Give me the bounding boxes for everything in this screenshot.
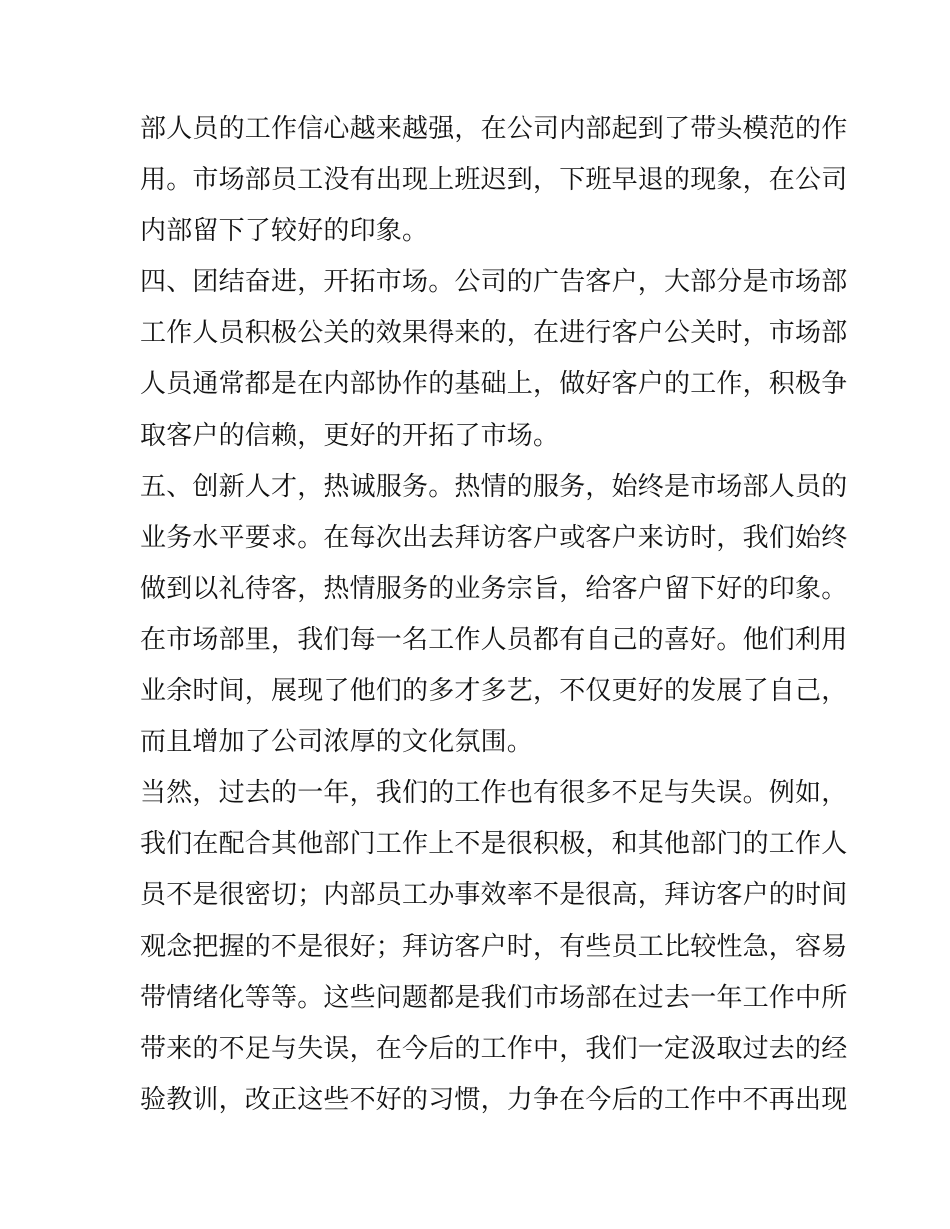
text-line: 做到以礼待客，热情服务的业务宗旨，给客户留下好的印象。 xyxy=(140,573,848,604)
text-line: 部人员的工作信心越来越强，在公司内部起到了带头模范的作 xyxy=(140,114,848,144)
text-line: 而且增加了公司浓厚的文化氛围。 xyxy=(140,727,534,758)
text-line: 在市场部里，我们每一名工作人员都有自己的喜好。他们利用 xyxy=(140,624,848,655)
text-line: 业余时间，展现了他们的多才多艺，不仅更好的发展了自己， xyxy=(140,676,848,707)
text-line: 验教训，改正这些不好的习惯，力争在今后的工作中不再出现 xyxy=(140,1084,848,1115)
text-line: 用。市场部员工没有出现上班迟到，下班早退的现象，在公司 xyxy=(140,165,848,196)
text-line: 我们在配合其他部门工作上不是很积极，和其他部门的工作人 xyxy=(140,829,848,860)
text-line: 四、团结奋进，开拓市场。公司的广告客户，大部分是市场部 xyxy=(140,267,848,298)
text-line: 当然，过去的一年，我们的工作也有很多不足与失误。例如， xyxy=(140,778,848,809)
text-line: 带来的不足与失误，在今后的工作中，我们一定汲取过去的经 xyxy=(140,1033,848,1064)
text-line: 人员通常都是在内部协作的基础上，做好客户的工作，积极争 xyxy=(140,369,848,400)
text-line: 员不是很密切；内部员工办事效率不是很高，拜访客户的时间 xyxy=(140,880,848,911)
text-line: 五、创新人才，热诚服务。热情的服务，始终是市场部人员的 xyxy=(140,471,848,502)
text-line: 工作人员积极公关的效果得来的，在进行客户公关时，市场部 xyxy=(140,318,848,349)
text-line: 业务水平要求。在每次出去拜访客户或客户来访时，我们始终 xyxy=(140,522,848,553)
text-line: 带情绪化等等。这些问题都是我们市场部在过去一年工作中所 xyxy=(140,982,848,1013)
text-line: 观念把握的不是很好；拜访客户时，有些员工比较性急，容易 xyxy=(140,931,848,962)
text-line: 取客户的信赖，更好的开拓了市场。 xyxy=(140,420,560,451)
text-line: 内部留下了较好的印象。 xyxy=(140,216,429,247)
document-body xyxy=(140,104,848,1126)
